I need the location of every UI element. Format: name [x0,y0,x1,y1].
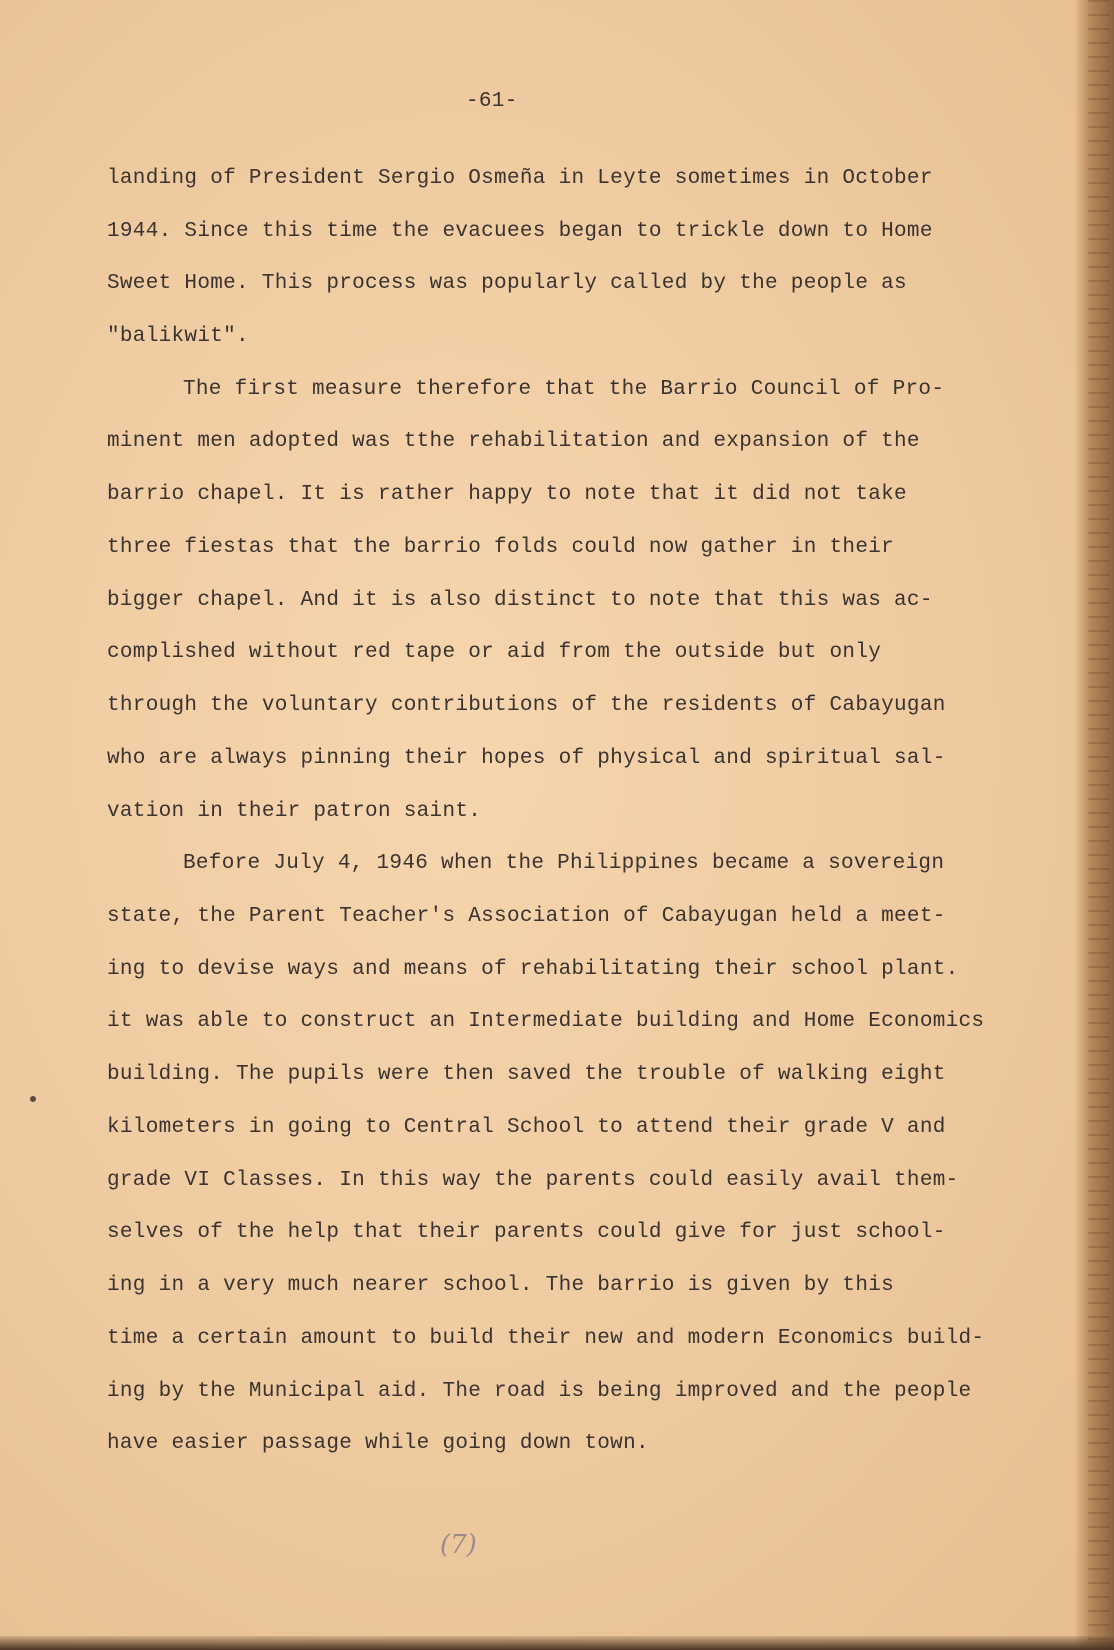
body-line: it was able to construct an Intermediate building and Home Economics [107,1010,985,1033]
handwritten-note: (7) [440,1530,477,1560]
body-line: have easier passage while going down town. [107,1432,649,1455]
body-line: Sweet Home. This process was popularly called by the people as [107,272,907,295]
body-line: three fiestas that the barrio folds could now gather in their [107,536,895,559]
body-line: time a certain amount to build their new and modern Economics build- [107,1327,985,1350]
body-line: selves of the help that their parents could give for just school- [107,1221,946,1244]
body-line: through the voluntary contributions of the residents of Cabayugan [107,694,946,717]
body-line: vation in their patron saint. [107,800,482,823]
body-line: barrio chapel. It is rather happy to note that it did not take [107,483,907,506]
body-line: bigger chapel. And it is also distinct to note that this was ac- [107,589,933,612]
body-line: who are always pinning their hopes of physical and spiritual sal- [107,747,946,770]
body-line: complished without red tape or aid from the outside but only [107,641,882,664]
body-line: ing by the Municipal aid. The road is being improved and the people [107,1380,972,1403]
body-line: ing to devise ways and means of rehabilitating their school plant. [107,958,959,981]
page-bottom-shadow [0,1636,1114,1650]
page-number: -61- [466,90,518,113]
body-line: ing in a very much nearer school. The barrio is given by this [107,1274,895,1297]
body-line: building. The pupils were then saved the trouble of walking eight [107,1063,946,1086]
body-line: 1944. Since this time the evacuees began to trickle down to Home [107,220,933,243]
body-line: The first measure therefore that the Barrio Council of Pro- [183,378,945,401]
margin-mark [30,1096,36,1102]
body-line: minent men adopted was tthe rehabilitation and expansion of the [107,430,920,453]
body-line: grade VI Classes. In this way the parents could easily avail them- [107,1169,959,1192]
body-line: "balikwit". [107,325,249,348]
body-line: kilometers in going to Central School to attend their grade V and [107,1116,946,1139]
body-line: landing of President Sergio Osmeña in Leyte sometimes in October [107,167,933,190]
body-line: state, the Parent Teacher's Association of Cabayugan held a meet- [107,905,946,928]
body-line: Before July 4, 1946 when the Philippines became a sovereign [183,852,945,875]
page-edge-texture [1088,0,1110,1650]
